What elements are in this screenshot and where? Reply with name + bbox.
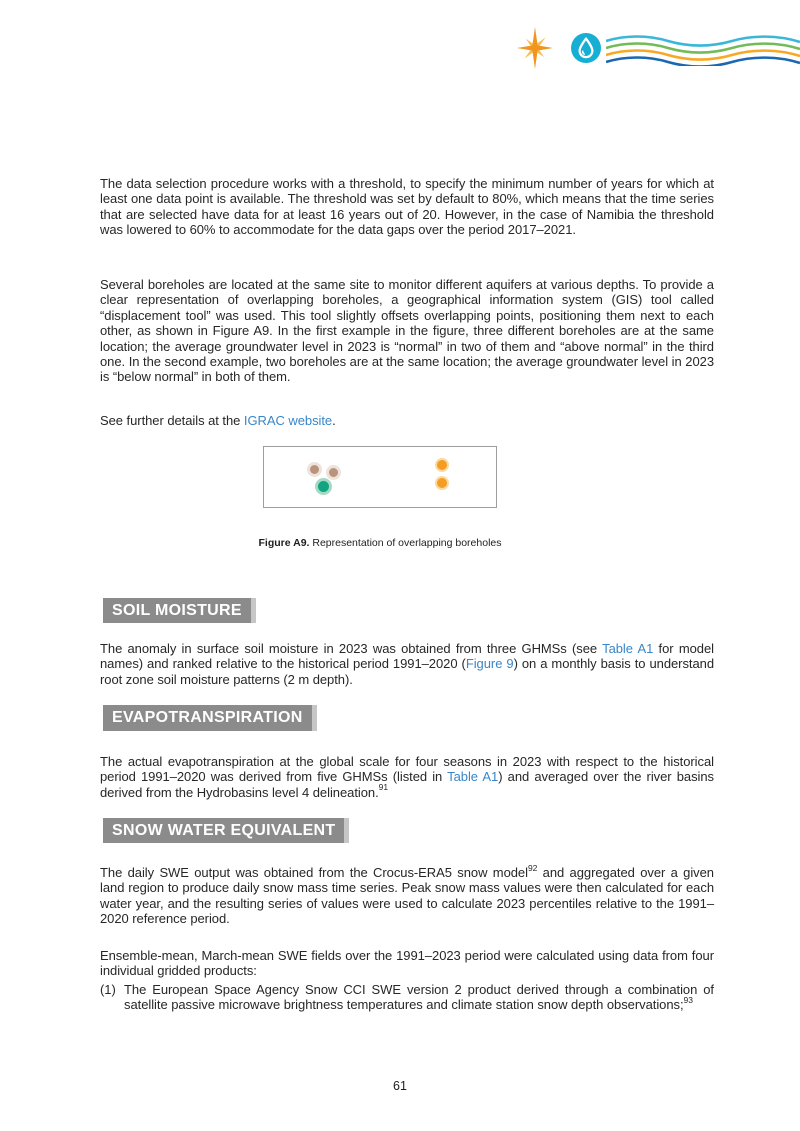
gridded-products-list [100, 982, 714, 1013]
paragraph-soil-moisture [100, 641, 714, 687]
list-item-text [124, 982, 714, 1012]
inline-link[interactable]: IGRAC website [243, 413, 333, 428]
footnote-ref: 92 [527, 862, 538, 873]
footnote-ref: 93 [683, 995, 693, 1006]
borehole-dot-normal-2 [326, 465, 341, 480]
text-run: Figure A9. [258, 537, 310, 549]
section-heading-snow-water-equivalent: SNOW WATER EQUIVALENT [103, 818, 349, 843]
paragraph-igrac-link [100, 413, 714, 428]
page-number: 61 [393, 1079, 407, 1093]
inline-link[interactable]: Table A1 [602, 641, 654, 656]
inline-link[interactable]: Figure 9 [465, 656, 514, 672]
paragraph-swe-ensemble [100, 948, 714, 979]
text-run: The European Space Agency Snow CCI SWE version 2 product derived through a combination of satellite passive microwave brightness temperatures and climate station snow depth observations; [124, 982, 714, 1013]
text-run: The daily SWE output was obtained from the Crocus-ERA5 snow model [100, 865, 528, 880]
text-run: for model names) and ranked relative to the historical period 1991–2020 ( [100, 641, 714, 672]
section-heading-evapotranspiration: EVAPOTRANSPIRATION [103, 705, 317, 731]
borehole-dot-above-normal [315, 478, 332, 495]
list-item-esa-snow-cci [100, 982, 714, 1013]
text-run: The anomaly in surface soil moisture in 2023 was obtained from three GHMSs (see [100, 641, 603, 656]
figure-a9-box [263, 446, 497, 508]
list-item-marker: (1) [100, 982, 116, 997]
figure-a9-caption [180, 537, 580, 550]
text-run: . [332, 413, 336, 428]
text-run: See further details at the [100, 413, 244, 428]
paragraph-boreholes [100, 277, 714, 385]
paragraph-data-selection [100, 176, 714, 238]
compass-star-icon [516, 27, 554, 69]
paragraph-evapotranspiration [100, 754, 714, 800]
text-run: and aggregated over a given land region to produce daily snow mass time series. Peak snow mass values were then calculated for each water year, and the resulting series of values were used to calculate 2023 percentiles relative to the 1991–2020 reference period. [100, 865, 714, 927]
footnote-ref: 91 [378, 782, 389, 793]
borehole-dot-normal-1 [307, 462, 322, 477]
text-run: ) and averaged over the river basins derived from the Hydrobasins level 4 delineation. [100, 769, 714, 800]
paragraph-swe-crocus [100, 862, 714, 927]
text-run: ) on a monthly basis to understand root zone soil moisture patterns (2 m depth). [100, 656, 715, 687]
inline-link[interactable]: Table A1 [447, 769, 499, 785]
section-heading-soil-moisture: SOIL MOISTURE [103, 598, 256, 623]
text-run: The data selection procedure works with a threshold, to specify the minimum number of years for which at least one data point is available. The threshold was set by default to 80%, which means that the time series that are selected have data for at least 16 years out of 20. However, in the case of Namibia the threshold was lowered to 60% to accommodate for the data gaps over the period 2017–2021. [100, 176, 714, 238]
wave-lines-icon [606, 34, 800, 66]
text-run: Several boreholes are located at the same site to monitor different aquifers at various depths. To provide a clear representation of overlapping boreholes, a geographical information system (GIS) tool called “displacement tool” was used. This tool slightly offsets overlapping points, positioning them next to each other, as shown in Figure A9. In the first example in the figure, three different boreholes are at the same location; the average groundwater level in 2023 is “normal” in two of them and “above normal” in the third one. In the second example, two boreholes are at the same location; the average groundwater level in 2023 is “below normal” in both of them. [100, 277, 714, 385]
text-run: The actual evapotranspiration at the global scale for four seasons in 2023 with respect to the historical period 1991–2020 was derived from five GHMSs (listed in [100, 754, 714, 785]
water-drop-icon [571, 33, 601, 63]
borehole-dot-below-normal-2 [435, 476, 449, 490]
text-run: Ensemble-mean, March-mean SWE fields over the 1991–2023 period were calculated using data from four individual gridded products: [100, 948, 714, 979]
text-run: Representation of overlapping boreholes [309, 537, 502, 549]
borehole-dot-below-normal-1 [435, 458, 449, 472]
